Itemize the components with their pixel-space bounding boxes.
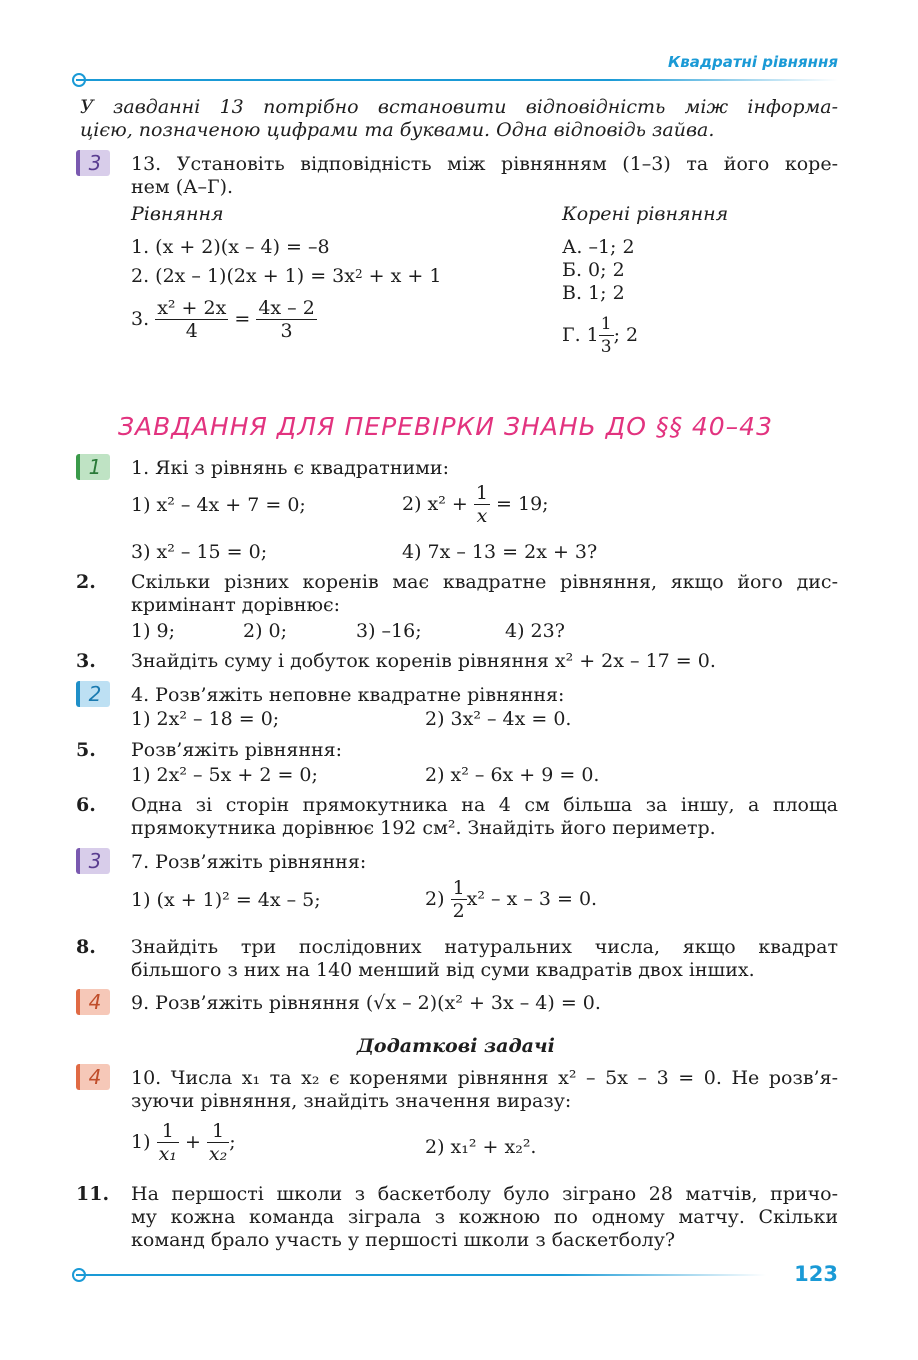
level-badge-4: 4 <box>76 989 110 1015</box>
task7-option-1: 1) (x + 1)² = 4x – 5; <box>131 889 321 911</box>
task8-line-1: Знайдіть три послідовних натуральних числа, якщо квадрат <box>131 936 838 958</box>
task11-line-3: команд брало участь у першості школи з баскетболу? <box>131 1229 676 1251</box>
task9-text: 9. Розв’яжіть рівняння (√x – 2)(x² + 3x – 4) = 0. <box>131 992 601 1014</box>
task2-option: 3) –16; <box>356 620 422 642</box>
task10-option-2: 2) x₁² + x₂². <box>425 1136 537 1158</box>
task13-col-roots: Корені рівняння <box>562 203 729 225</box>
task1-option-1: 1) x² – 4x + 7 = 0; <box>131 494 306 516</box>
task5-title: Розв’яжіть рівняння: <box>131 739 343 761</box>
task13-eq3-numerator-2: 4x – 2 <box>258 297 315 319</box>
task2-option: 2) 0; <box>243 620 288 642</box>
task4-title: 4. Розв’яжіть неповне квадратне рівняння: <box>131 684 565 706</box>
level-badge-1: 1 <box>76 454 110 480</box>
level-badge-3: 3 <box>76 848 110 874</box>
task13-answer-b: Б. 0; 2 <box>562 259 625 281</box>
task3-number: 3. <box>76 650 96 672</box>
intro-line-2: цією, позначеною цифрами та буквами. Одна відповідь зайва. <box>80 119 715 141</box>
section-title: ЗАВДАННЯ ДЛЯ ПЕРЕВІРКИ ЗНАНЬ ДО §§ 40–43 <box>118 412 773 441</box>
task7-title: 7. Розв’яжіть рівняння: <box>131 851 367 873</box>
intro-line-1: У завданні 13 потрібно встановити відповідність між інформа- <box>80 96 838 118</box>
task10-line-1: 10. Числа x₁ та x₂ є коренями рівняння x² – 5x – 3 = 0. Не розв’я- <box>131 1067 838 1089</box>
task2-number: 2. <box>76 571 96 593</box>
task6-number: 6. <box>76 794 96 816</box>
task2-line-2: кримінант дорівнює: <box>131 594 341 616</box>
task13-answer-a: А. –1; 2 <box>562 236 635 258</box>
running-header: Квадратні рівняння <box>668 53 838 71</box>
task8-line-2: більшого з них на 140 менший від суми квадратів двох інших. <box>131 959 755 981</box>
task1-option-2: 2) x² + $\frac{1}{x}$ = 19; <box>402 482 549 527</box>
header-rule <box>76 79 838 81</box>
task5-number: 5. <box>76 739 96 761</box>
task6-line-1: Одна зі сторін прямокутника на 4 см більша за іншу, а площа <box>131 794 838 816</box>
task13-answer-v: В. 1; 2 <box>562 282 625 304</box>
task13-col-equations: Рівняння <box>131 203 224 225</box>
task4-option-1: 1) 2x² – 18 = 0; <box>131 708 280 730</box>
level-badge-4: 4 <box>76 1064 110 1090</box>
task10-option-1: 1) $\frac{1}{\text{x₁}}$ + $\frac{1}{\text{x₂}}$ ; <box>131 1120 236 1165</box>
task3-text: Знайдіть суму і добуток коренів рівняння x² + 2x – 17 = 0. <box>131 650 716 672</box>
task13-eq3: 3. $\frac{\text{x² + 2x}}{4}$ = $\frac{4x - 2}{3}$ <box>131 297 315 342</box>
task13-eq1: 1. (x + 2)(x – 4) = –8 <box>131 236 330 258</box>
task13-eq3-denominator-2: 3 <box>280 320 293 342</box>
task10-line-2: зуючи рівняння, знайдіть значення виразу: <box>131 1090 572 1112</box>
task2-option: 4) 23? <box>505 620 565 642</box>
task1-title: 1. Які з рівнянь є квадратними: <box>131 457 449 479</box>
task1-option-4: 4) 7x – 13 = 2x + 3? <box>402 541 598 563</box>
task13-eq3-numerator-1: x² + 2x <box>157 297 227 319</box>
task5-option-2: 2) x² – 6x + 9 = 0. <box>425 764 600 786</box>
task4-option-2: 2) 3x² – 4x = 0. <box>425 708 572 730</box>
task2-line-1: Скільки різних коренів має квадратне рівняння, якщо його дис- <box>131 571 838 593</box>
page-number: 123 <box>794 1262 838 1286</box>
task13-answer-g: Г. 1 $\frac{1}{3}$ ; 2 <box>562 314 639 357</box>
level-badge-2: 2 <box>76 681 110 707</box>
extra-tasks-title: Додаткові задачі <box>357 1035 555 1057</box>
task13-eq2: 2. $(2x - 1)(2x + 1) = 3x^2 + x + 1$ <box>131 265 442 287</box>
task1-option-3: 3) x² – 15 = 0; <box>131 541 268 563</box>
task11-line-1: На першості школи з баскетболу було зіграно 28 матчів, причо- <box>131 1183 838 1205</box>
task6-line-2: прямокутника дорівнює 192 см². Знайдіть його периметр. <box>131 817 716 839</box>
task13-eq3-denominator-1: 4 <box>185 320 198 342</box>
task11-number: 11. <box>76 1183 110 1205</box>
task5-option-1: 1) 2x² – 5x + 2 = 0; <box>131 764 318 786</box>
task8-number: 8. <box>76 936 96 958</box>
task13-line-2: нем (А–Г). <box>131 176 234 198</box>
footer-rule <box>76 1274 766 1276</box>
task7-option-2: 2) $\frac{1}{2}$ x² – x – 3 = 0. <box>425 877 598 922</box>
task13-line-1: 13. Установіть відповідність між рівнянням (1–3) та його коре- <box>131 153 838 175</box>
task2-option: 1) 9; <box>131 620 176 642</box>
level-badge-3: 3 <box>76 150 110 176</box>
task11-line-2: му кожна команда зіграла з кожною по одному матчу. Скільки <box>131 1206 838 1228</box>
